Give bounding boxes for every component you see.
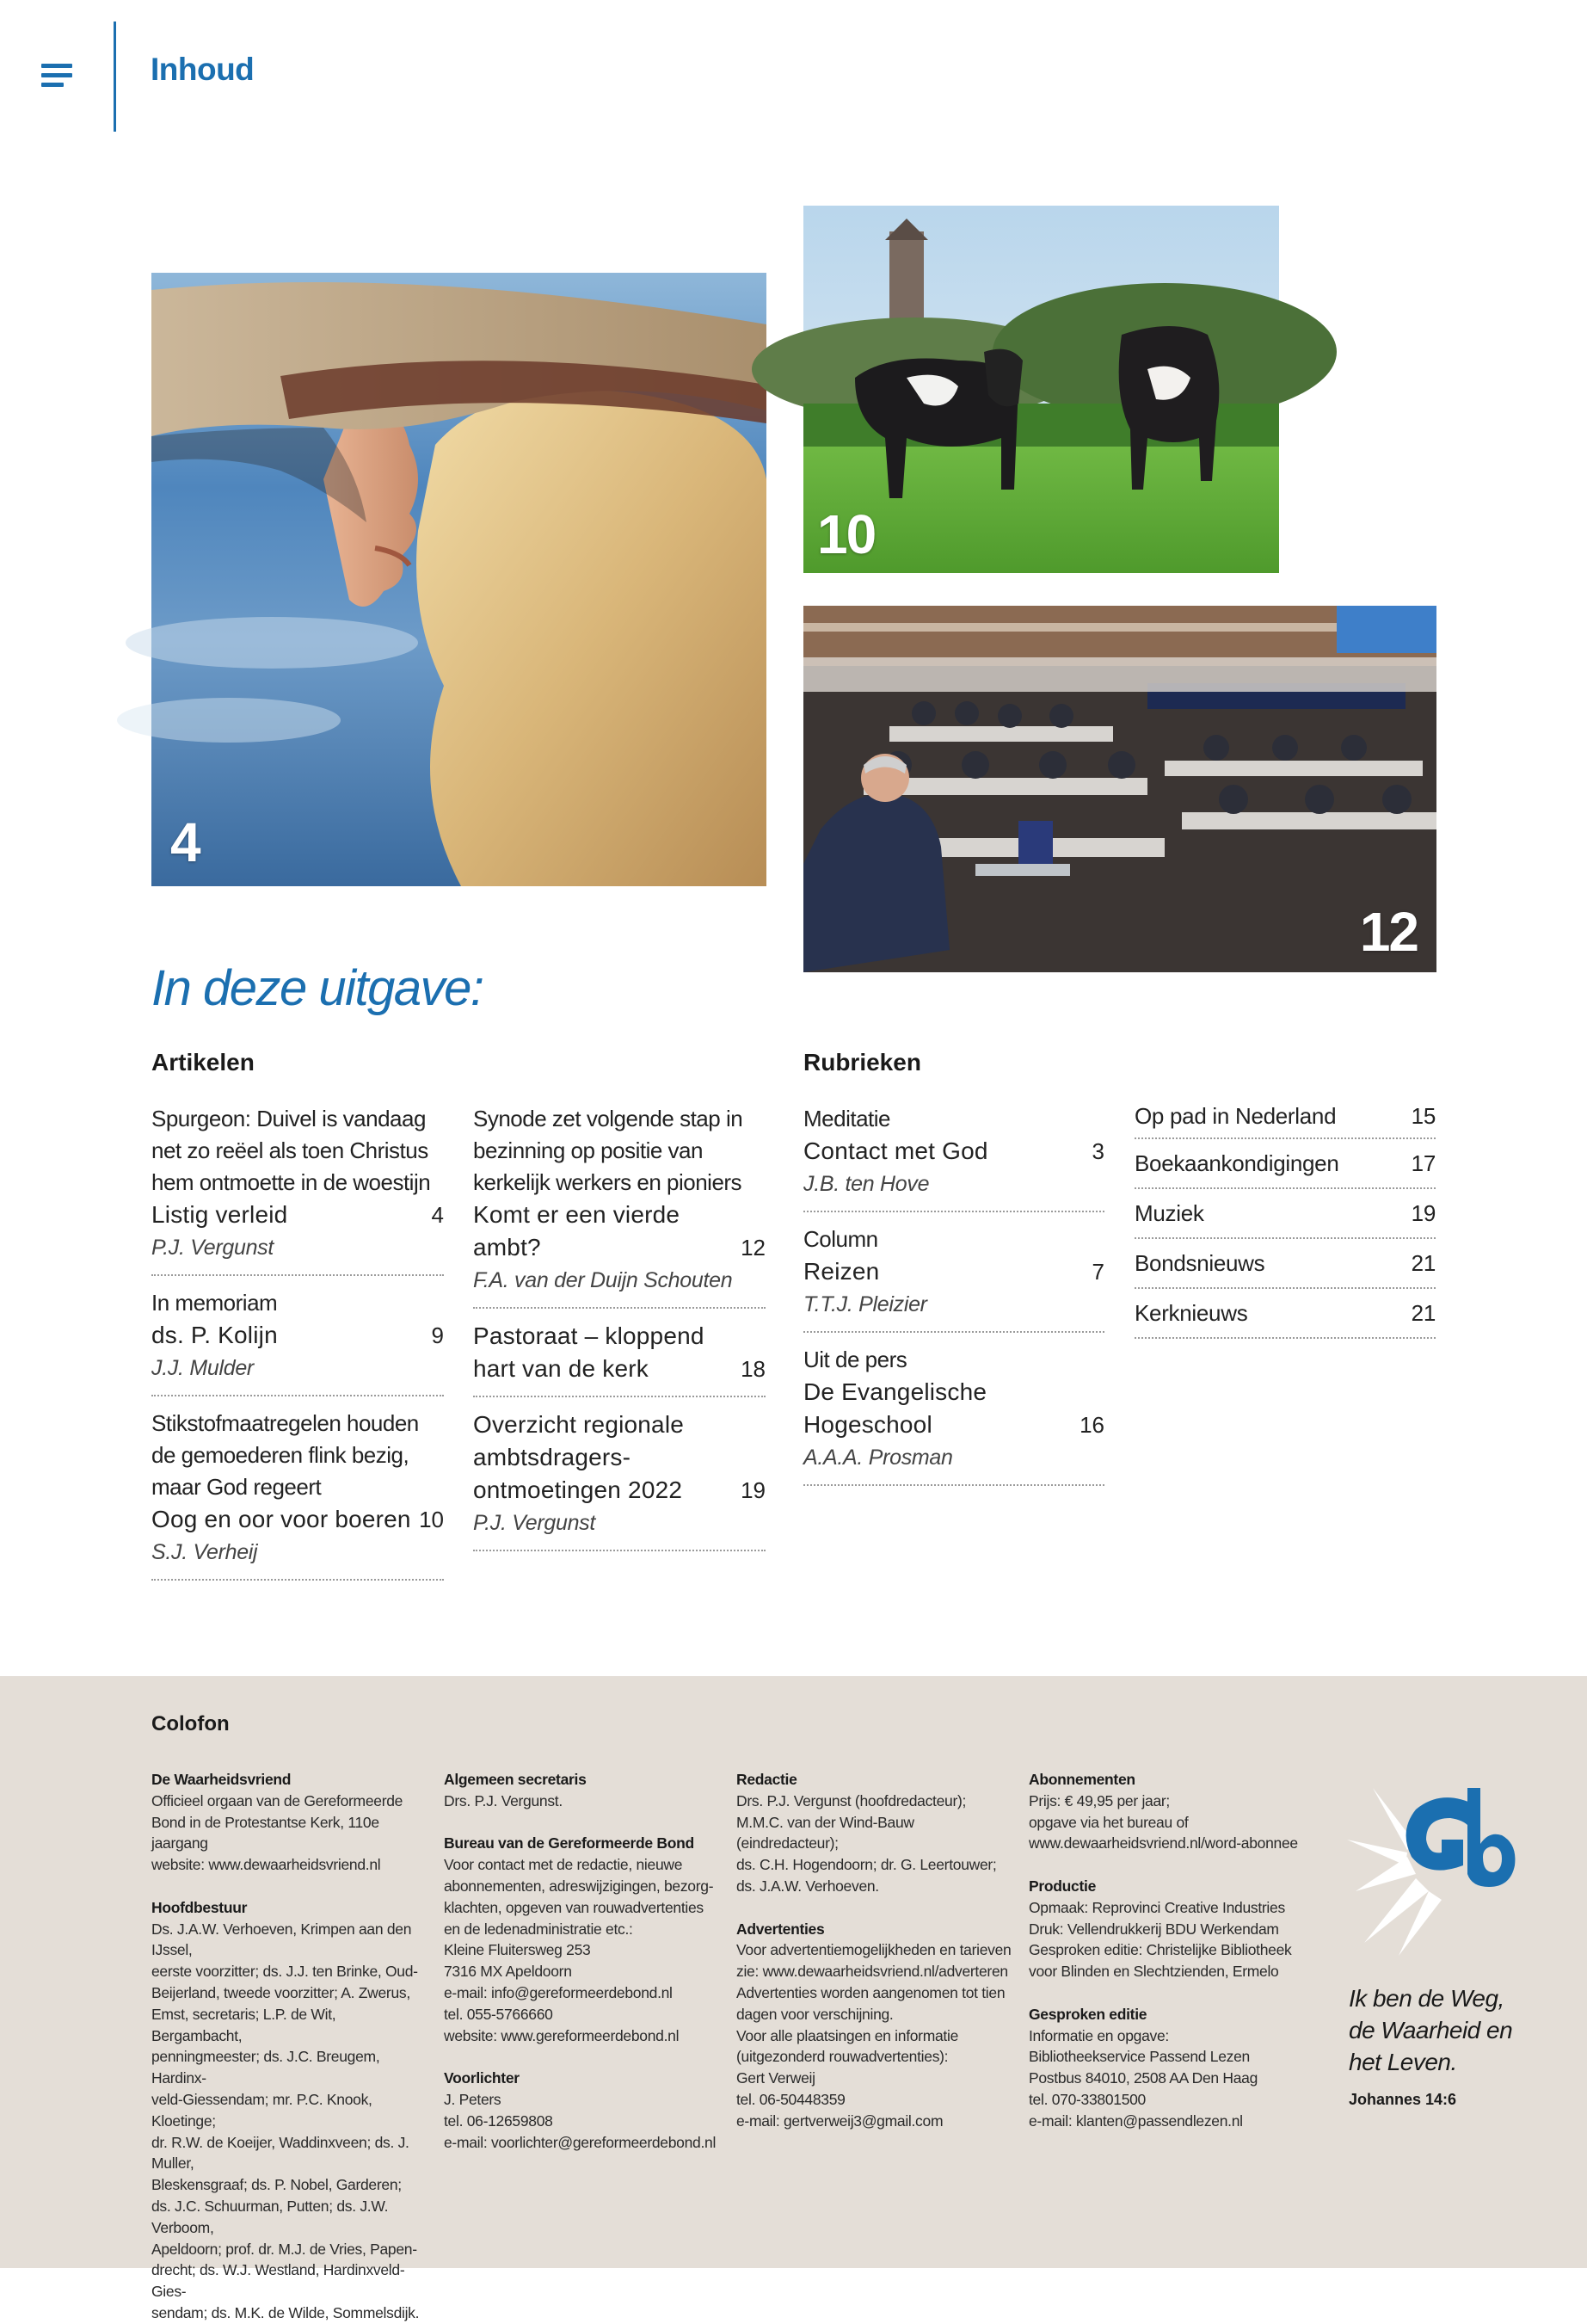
colofon-block-heading: Advertenties — [736, 1920, 825, 1938]
rubriek-item[interactable] — [1135, 1139, 1436, 1189]
photo-page-number: 10 — [817, 503, 876, 565]
rubrieken-column-2 — [1135, 1103, 1436, 1339]
rubriek-page: 17 — [1411, 1150, 1436, 1176]
rubriek-item[interactable] — [1135, 1289, 1436, 1339]
colofon-line: tel. 06-12659808 — [444, 2111, 553, 2130]
colofon-line: ds. C.H. Hogendoorn; dr. G. Leertouwer; — [736, 1856, 997, 1874]
rubriek-kicker: Meditatie — [803, 1106, 890, 1131]
colofon-line: Drs. P.J. Vergunst. — [444, 1791, 563, 1809]
colofon-spacer — [1029, 1982, 1304, 2004]
article-author: F.A. van der Duijn Schouten — [473, 1268, 733, 1292]
rubriek-item[interactable] — [1135, 1103, 1436, 1139]
quote-reference: Johannes 14:6 — [1349, 2091, 1457, 2108]
rubriek-page: 3 — [1092, 1138, 1104, 1164]
colofon-line: Emst, secretaris; L.P. de Wit, Bergambacht, — [151, 2005, 336, 2044]
colofon-line: Voor contact met de redactie, nieuwe — [444, 1856, 683, 1874]
article-title: Oog en oor voor boeren — [151, 1506, 411, 1532]
colofon-line: klachten, opgeven van rouwadvertenties — [444, 1898, 704, 1916]
photo-woman-hat — [151, 273, 766, 886]
article-title: Pastoraat – kloppend hart van de kerk — [473, 1322, 704, 1382]
colofon-line: Apeldoorn; prof. dr. M.J. de Vries, Papen- — [151, 2240, 417, 2258]
colofon-column-4 — [1029, 1769, 1304, 2132]
rubriek-author: J.B. ten Hove — [803, 1172, 930, 1196]
colofon-spacer — [736, 1897, 1012, 1919]
rubriek-item[interactable] — [1135, 1189, 1436, 1239]
colofon-line: Gert Verweij — [736, 2069, 815, 2087]
quote-line: het Leven. — [1349, 2049, 1457, 2075]
article-title: Listig verleid — [151, 1201, 288, 1228]
colofon-line: ds. J.C. Schuurman, Putten; ds. J.W. Verboom, — [151, 2197, 389, 2236]
rubriek-label: Muziek — [1135, 1199, 1204, 1226]
colofon-line: Voor advertentiemogelijkheden en tarieven — [736, 1941, 1012, 1959]
colofon-line: sendam; ds. M.K. de Wilde, Sommelsdijk. — [151, 2303, 420, 2321]
rubriek-entry[interactable] — [803, 1344, 1104, 1486]
rubriek-label: Bondsnieuws — [1135, 1249, 1265, 1276]
colofon-line: website: www.dewaarheidsvriend.nl — [151, 1856, 381, 1874]
rubriek-page: 19 — [1411, 1199, 1436, 1226]
article-entry[interactable] — [151, 1408, 444, 1581]
rubriek-title: De Evangelische Hogeschool — [803, 1378, 987, 1438]
colofon-line: Voor alle plaatsingen en informatie — [736, 2026, 959, 2044]
colofon-line: zie: www.dewaarheidsvriend.nl/adverteren — [736, 1963, 1008, 1981]
rubriek-label: Op pad in Nederland — [1135, 1103, 1337, 1129]
colofon-block-heading: Abonnementen — [1029, 1771, 1135, 1788]
rubriek-page: 15 — [1411, 1103, 1436, 1129]
colofon-line: (uitgezonderd rouwadvertenties): — [736, 2048, 949, 2066]
article-entry[interactable] — [473, 1409, 766, 1551]
colofon-block-heading: Voorlichter — [444, 2069, 520, 2087]
colofon-column-1 — [151, 1769, 427, 2324]
article-kicker: Synode zet volgende stap in bezinning op positie van kerkelijk werkers en pioniers — [473, 1106, 743, 1195]
rubriek-title: Reizen — [803, 1258, 880, 1285]
article-page: 9 — [431, 1322, 444, 1348]
colofon-line: J. Peters — [444, 2090, 501, 2108]
colofon-line: Officieel orgaan van de Gereformeerde — [151, 1791, 403, 1809]
colofon-line: tel. 070-33801500 — [1029, 2090, 1146, 2108]
colofon-line: veld-Giessendam; mr. P.C. Knook, Kloetinge; — [151, 2090, 372, 2130]
rubriek-label: Boekaankondigingen — [1135, 1150, 1339, 1176]
colofon-line: ds. J.A.W. Verhoeven. — [736, 1877, 879, 1895]
colofon-line: Informatie en opgave: — [1029, 2026, 1169, 2044]
colofon-block-heading: Algemeen secretaris — [444, 1771, 587, 1788]
article-title: Overzicht regionale ambtsdragers-ontmoetingen 2022 — [473, 1411, 685, 1503]
colofon-line: www.dewaarheidsvriend.nl/word-abonnee — [1029, 1834, 1298, 1852]
article-kicker: Stikstofmaatregelen houden de gemoederen flink bezig, maar God regeert — [151, 1410, 419, 1500]
colofon-line: en de ledenadministratie etc.: — [444, 1920, 633, 1938]
colofon-line: Advertenties worden aangenomen tot tien — [736, 1983, 1006, 2001]
colofon-line: e-mail: info@gereformeerdebond.nl — [444, 1983, 673, 2001]
article-page: 12 — [741, 1235, 766, 1261]
colofon-line: M.M.C. van der Wind-Bauw (eindredacteur); — [736, 1813, 914, 1852]
artikelen-column-2 — [473, 1103, 766, 1563]
colofon-line: Opmaak: Reprovinci Creative Industries — [1029, 1898, 1285, 1916]
rubriek-title: Contact met God — [803, 1137, 988, 1164]
colofon-line: Bibliotheekservice Passend Lezen — [1029, 2048, 1250, 2066]
colofon-line: Druk: Vellendrukkerij BDU Werkendam — [1029, 1920, 1279, 1938]
article-author: J.J. Mulder — [151, 1356, 254, 1380]
colofon-title: Colofon — [151, 1712, 230, 1735]
colofon-line: e-mail: gertverweij3@gmail.com — [736, 2111, 944, 2130]
colofon-block-heading: De Waarheidsvriend — [151, 1771, 292, 1788]
colofon-line: Gesproken editie: Christelijke Bibliotheek — [1029, 1941, 1292, 1959]
colofon-line: tel. 055-5766660 — [444, 2005, 553, 2023]
article-author: P.J. Vergunst — [473, 1511, 596, 1535]
colofon-column-3 — [736, 1769, 1012, 2132]
rubriek-kicker: Column — [803, 1226, 878, 1252]
rubriek-page: 16 — [1080, 1412, 1104, 1438]
colofon-line: dagen voor verschijning. — [736, 2005, 894, 2023]
colofon-line: dr. R.W. de Koeijer, Waddinxveen; ds. J. Muller, — [151, 2133, 409, 2173]
colofon-block-heading: Hoofdbestuur — [151, 1898, 248, 1916]
colofon-line: Postbus 84010, 2508 AA Den Haag — [1029, 2069, 1258, 2087]
rubriek-author: T.T.J. Pleizier — [803, 1292, 927, 1316]
colofon-line: penningmeester; ds. J.C. Breugem, Hardinx- — [151, 2048, 380, 2087]
article-title: ds. P. Kolijn — [151, 1322, 278, 1348]
section-heading-artikelen: Artikelen — [151, 1049, 255, 1076]
rubriek-label: Kerknieuws — [1135, 1299, 1248, 1326]
photo-page-number: 12 — [1359, 901, 1418, 963]
article-entry[interactable] — [151, 1103, 444, 1276]
colofon-column-2 — [444, 1769, 719, 2153]
artikelen-column-1 — [151, 1103, 444, 1592]
colofon-spacer — [151, 1876, 427, 1897]
page-title: Inhoud — [151, 52, 255, 87]
colofon — [0, 1676, 1587, 2321]
bible-quote — [1349, 1982, 1512, 2078]
article-page: 10 — [419, 1507, 444, 1532]
rubriek-entry[interactable] — [803, 1103, 1104, 1212]
colofon-line: Prijs: € 49,95 per jaar; — [1029, 1791, 1170, 1809]
colofon-line: tel. 06-50448359 — [736, 2090, 846, 2108]
article-entry[interactable] — [473, 1103, 766, 1309]
rubriek-item[interactable] — [1135, 1239, 1436, 1289]
gereformeerde-bond-logo — [1347, 1771, 1519, 1960]
article-author: S.J. Verheij — [151, 1540, 258, 1564]
rubriek-page: 21 — [1411, 1249, 1436, 1276]
colofon-block-heading: Redactie — [736, 1771, 797, 1788]
colofon-line: drecht; ds. W.J. Westland, Hardinxveld-Gies- — [151, 2261, 405, 2301]
photo-page-number: 4 — [170, 811, 200, 873]
article-kicker: Spurgeon: Duivel is vandaag net zo reëel als toen Christus hem ontmoette in de woestijn — [151, 1106, 431, 1195]
rubriek-entry[interactable] — [803, 1224, 1104, 1333]
rubriek-page: 21 — [1411, 1299, 1436, 1326]
rubriek-page: 7 — [1092, 1259, 1104, 1285]
issue-heading: In deze uitgave: — [151, 960, 483, 1016]
colofon-line: voor Blinden en Slechtzienden, Ermelo — [1029, 1963, 1279, 1981]
article-entry[interactable] — [473, 1320, 766, 1397]
article-page: 19 — [741, 1477, 766, 1503]
rubriek-kicker: Uit de pers — [803, 1347, 907, 1372]
colofon-spacer — [1029, 1854, 1304, 1876]
article-page: 4 — [431, 1202, 444, 1228]
colofon-block-heading: Gesproken editie — [1029, 2005, 1147, 2023]
colofon-line: website: www.gereformeerdebond.nl — [444, 2026, 680, 2044]
colofon-line: e-mail: klanten@passendlezen.nl — [1029, 2111, 1243, 2130]
colofon-block-heading: Productie — [1029, 1877, 1097, 1895]
rubrieken-column-1 — [803, 1103, 1104, 1497]
colofon-line: abonnementen, adreswijzigingen, bezorg- — [444, 1877, 714, 1895]
colofon-line: Ds. J.A.W. Verhoeven, Krimpen aan den IJssel, — [151, 1920, 412, 1959]
article-kicker: In memoriam — [151, 1290, 278, 1316]
header-divider — [114, 22, 116, 132]
colofon-line: Kleine Fluitersweg 253 — [444, 1941, 591, 1959]
colofon-block-heading: Bureau van de Gereformeerde Bond — [444, 1834, 694, 1852]
photo-synod-meeting — [803, 606, 1436, 972]
colofon-line: Beijerland, tweede voorzitter; A. Zwerus, — [151, 1983, 410, 2001]
article-page: 18 — [741, 1356, 766, 1382]
article-title: Komt er een vierde ambt? — [473, 1201, 680, 1261]
colofon-line: Bond in de Protestantse Kerk, 110e jaargang — [151, 1813, 379, 1852]
colofon-spacer — [444, 2046, 719, 2068]
quote-line: Ik ben de Weg, — [1349, 1985, 1504, 2012]
section-heading-rubrieken: Rubrieken — [803, 1049, 921, 1076]
article-entry[interactable] — [151, 1287, 444, 1396]
colofon-line: 7316 MX Apeldoorn — [444, 1963, 572, 1981]
menu-icon[interactable] — [41, 64, 72, 88]
colofon-line: Drs. P.J. Vergunst (hoofdredacteur); — [736, 1791, 967, 1809]
colofon-line: opgave via het bureau of — [1029, 1813, 1189, 1831]
colofon-line: eerste voorzitter; ds. J.J. ten Brinke, Oud- — [151, 1963, 418, 1981]
rubriek-author: A.A.A. Prosman — [803, 1446, 953, 1470]
photo-cows — [803, 206, 1279, 573]
article-author: P.J. Vergunst — [151, 1236, 274, 1260]
colofon-line: Bleskensgraaf; ds. P. Nobel, Garderen; — [151, 2176, 402, 2194]
colofon-spacer — [444, 1812, 719, 1834]
quote-line: de Waarheid en — [1349, 2017, 1513, 2044]
colofon-line: e-mail: voorlichter@gereformeerdebond.nl — [444, 2133, 717, 2151]
